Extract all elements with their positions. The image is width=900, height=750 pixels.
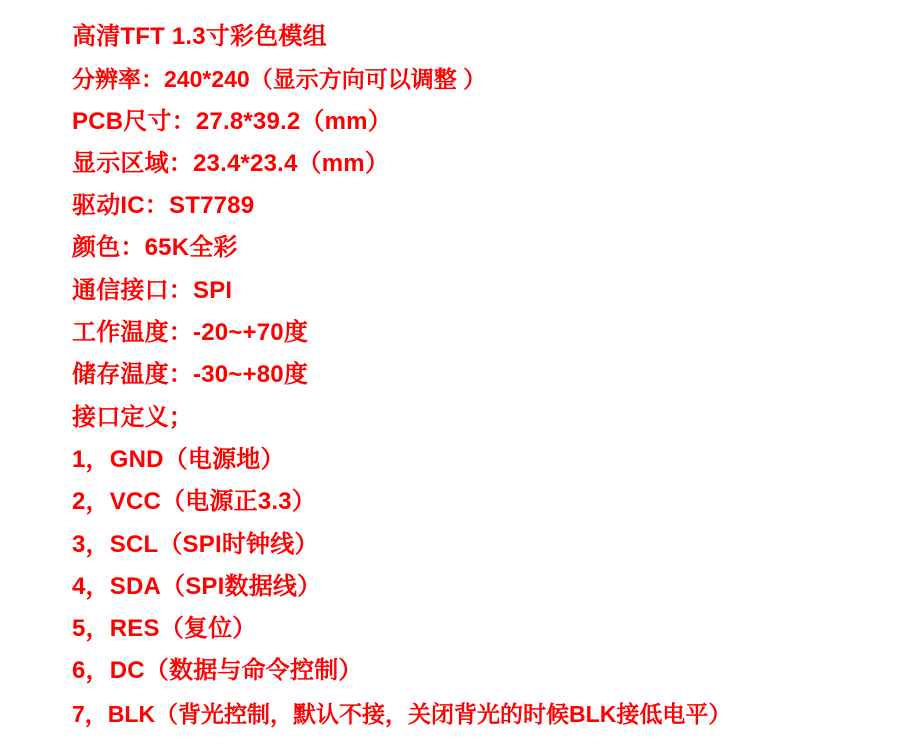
spec-line: 分辨率：240*240（显示方向可以调整 ） bbox=[72, 66, 487, 93]
spec-line: 储存温度：-30~+80度 bbox=[72, 361, 309, 389]
spec-line: 2，VCC（电源正3.3） bbox=[72, 488, 316, 516]
spec-line: 显示区域：23.4*23.4（mm） bbox=[72, 149, 390, 177]
spec-line: 驱动IC：ST7789 bbox=[72, 192, 255, 220]
spec-line: 7，BLK（背光控制，默认不接，关闭背光的时候BLK接低电平） bbox=[72, 700, 732, 727]
spec-line: 6，DC（数据与命令控制） bbox=[72, 657, 363, 685]
spec-line: 1，GND（电源地） bbox=[72, 445, 285, 473]
spec-line: 颜色：65K全彩 bbox=[72, 234, 238, 262]
spec-line: 接口定义； bbox=[72, 403, 193, 431]
spec-line: 5，RES（复位） bbox=[72, 615, 257, 643]
spec-line: 3，SCL（SPI时钟线） bbox=[72, 530, 319, 558]
spec-line: 通信接口：SPI bbox=[72, 276, 233, 304]
spec-line: 4，SDA（SPI数据线） bbox=[72, 572, 322, 600]
spec-line: PCB尺寸：27.8*39.2（mm） bbox=[72, 107, 392, 135]
spec-line: 工作温度：-20~+70度 bbox=[72, 319, 309, 347]
page-title: 高清TFT 1.3寸彩色模组 bbox=[72, 23, 327, 50]
